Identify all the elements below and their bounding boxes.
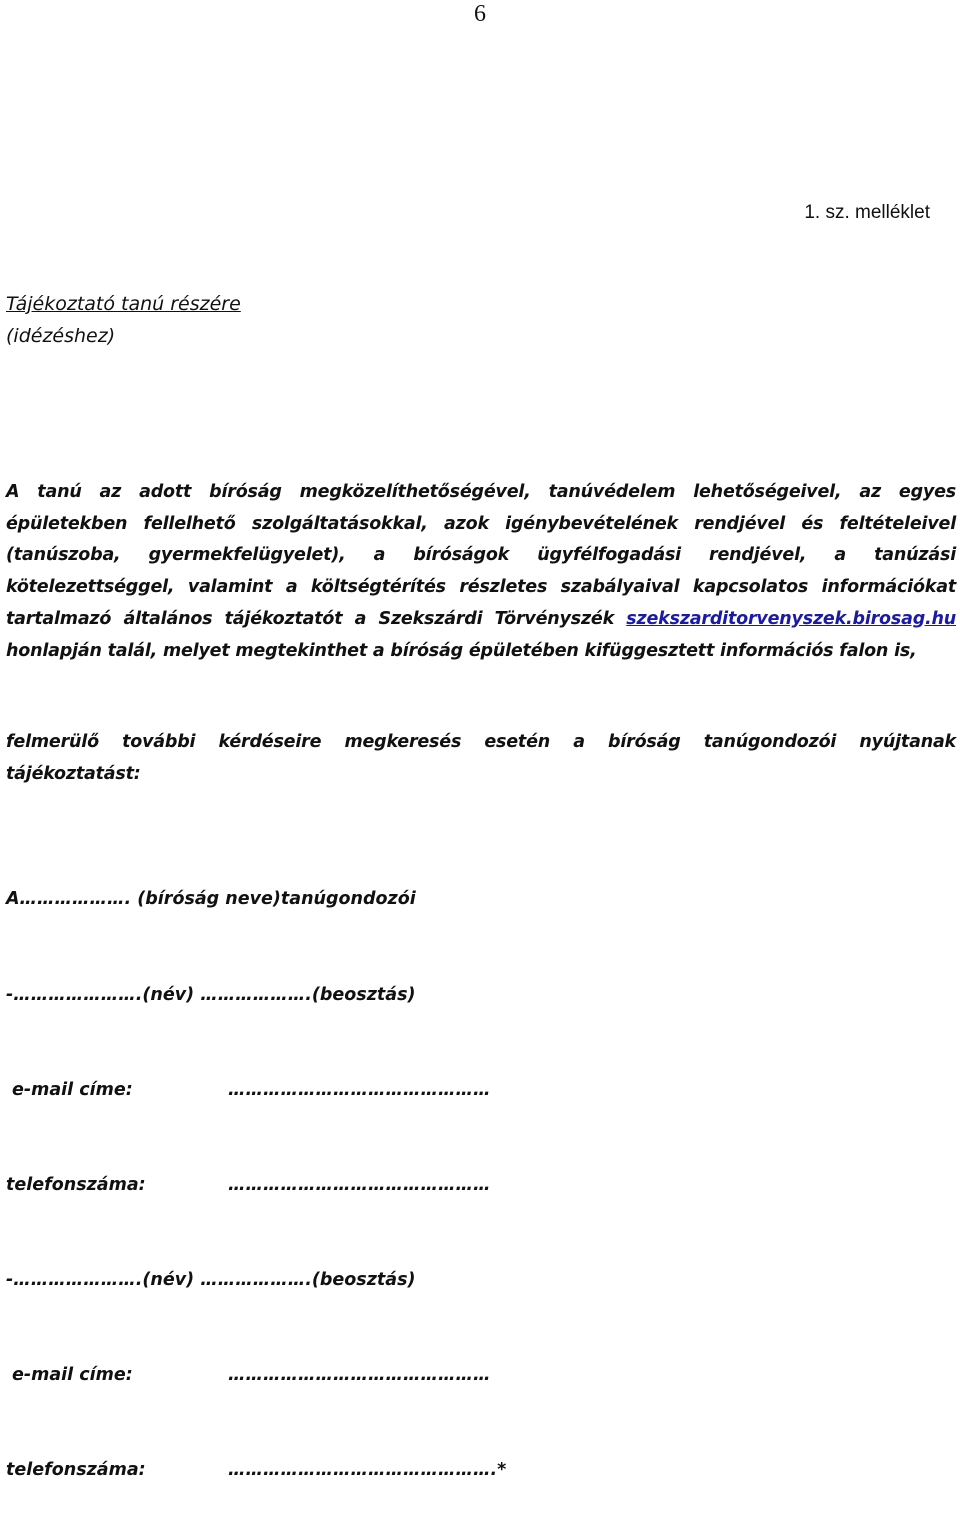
person1-line: -………………….(név) ……………….(beosztás) [6, 984, 416, 1005]
person2-line: -………………….(név) ……………….(beosztás) [6, 1269, 416, 1290]
info-paragraph-text-1: A tanú az adott bíróság megközelíthetőségével, tanúvédelem lehetőségeivel, az egyes épületekben fellelhető szolgáltatásokkal, azok igénybevételének rendjével és feltételeivel (tanúszoba, gyermekfelügyelet), a bíróságok ügyfélfogadási rendjével, a tanúzási kötelezettséggel, valamint a költségtérítés részletes szabályaival kapcsolatos információkat tartalmazó általános tájékoztatót a Szekszárdi Törvényszék [6, 482, 956, 629]
page-number: 6 [474, 1, 486, 27]
person1-phone-row [6, 1170, 956, 1202]
document-title: Tájékoztató tanú részére [6, 293, 241, 315]
contact-intro-paragraph: felmerülő további kérdéseire megkeresés esetén a bíróság tanúgondozói nyújtanak tájékoztatást: [6, 732, 956, 784]
phone-value: ……………………………………… [228, 1174, 491, 1195]
info-paragraph-text-2: honlapján talál, melyet megtekinthet a bíróság épületében kifüggesztett információs falon is, [6, 640, 917, 661]
court-line: A………………. (bíróság neve)tanúgondozói [6, 889, 416, 910]
info-paragraph [6, 477, 956, 667]
phone-value: ……………………………………….* [228, 1459, 507, 1480]
phone-label: telefonszáma: [6, 1174, 146, 1195]
document-subtitle: (idézéshez) [6, 325, 116, 347]
email-value: ……………………………………… [228, 1364, 491, 1385]
annex-label: 1. sz. melléklet [804, 202, 930, 223]
email-label: e-mail címe: [12, 1364, 133, 1385]
title-block [6, 288, 241, 352]
phone-label: telefonszáma: [6, 1459, 146, 1480]
person2-email-row [6, 1360, 956, 1392]
person2-phone-row [6, 1455, 956, 1487]
email-value: ……………………………………… [228, 1079, 491, 1100]
person1-email-row [6, 1075, 956, 1107]
email-label: e-mail címe: [12, 1079, 133, 1100]
court-website-link[interactable]: szekszarditorvenyszek.birosag.hu [626, 608, 956, 629]
contact-block [6, 821, 956, 1518]
